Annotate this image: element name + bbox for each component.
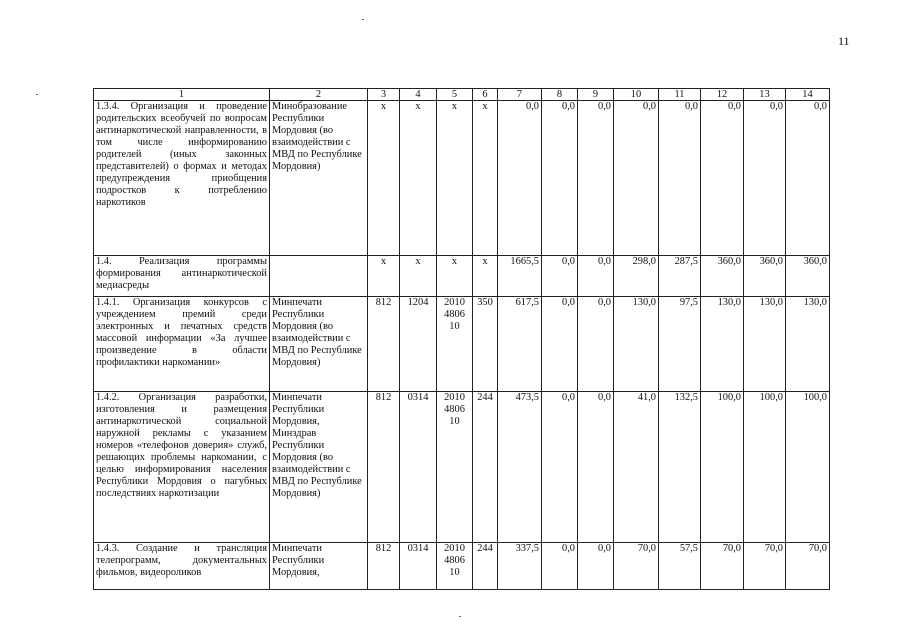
table-header-row bbox=[94, 89, 830, 101]
scan-speck bbox=[459, 616, 461, 617]
cell-c4: 0314 bbox=[400, 543, 437, 590]
cell-c4: 0314 bbox=[400, 392, 437, 543]
cell-c10: 130,0 bbox=[614, 297, 659, 392]
cell-c5: 2010 4806 10 bbox=[437, 297, 473, 392]
executor bbox=[270, 256, 368, 297]
cell-c11: 57,5 bbox=[659, 543, 701, 590]
cell-c14: 130,0 bbox=[786, 297, 830, 392]
table-row bbox=[94, 297, 830, 392]
column-header: 13 bbox=[744, 89, 786, 101]
cell-c5: 2010 4806 10 bbox=[437, 392, 473, 543]
measure-name: 1.4. Реализация программы формирования антинаркотической медиасреды bbox=[94, 256, 270, 297]
cell-c8: 0,0 bbox=[542, 543, 578, 590]
cell-c5: 2010 4806 10 bbox=[437, 543, 473, 590]
cell-c3: 812 bbox=[368, 297, 400, 392]
cell-c10: 298,0 bbox=[614, 256, 659, 297]
cell-c14: 70,0 bbox=[786, 543, 830, 590]
cell-c11: 287,5 bbox=[659, 256, 701, 297]
cell-c3: 812 bbox=[368, 543, 400, 590]
cell-c6: x bbox=[473, 101, 498, 256]
cell-c12: 0,0 bbox=[701, 101, 744, 256]
cell-c13: 130,0 bbox=[744, 297, 786, 392]
cell-c4: 1204 bbox=[400, 297, 437, 392]
cell-c13: 100,0 bbox=[744, 392, 786, 543]
cell-c11: 132,5 bbox=[659, 392, 701, 543]
column-header: 10 bbox=[614, 89, 659, 101]
column-header: 14 bbox=[786, 89, 830, 101]
scan-speck bbox=[36, 94, 38, 95]
measure-name: 1.4.1. Организация конкурсов с учреждением премий среди электронных и печатных средств массовой информации «За лучшее произведение в области профилактики наркомании» bbox=[94, 297, 270, 392]
measure-name: 1.4.2. Организация разработки, изготовления и размещения антинаркотической социальной наружной рекламы с указанием номеров «телефонов доверия» служб, решающих проблемы наркомании, с целью информирования населения Республики Мордовия о пагубных последствиях наркотизации bbox=[94, 392, 270, 543]
measure-name bbox=[94, 543, 270, 590]
cell-c9: 0,0 bbox=[578, 543, 614, 590]
cell-c5: x bbox=[437, 256, 473, 297]
cell-c9: 0,0 bbox=[578, 101, 614, 256]
table-row bbox=[94, 543, 830, 590]
cell-c6: 244 bbox=[473, 392, 498, 543]
table-row bbox=[94, 101, 830, 256]
table-row bbox=[94, 256, 830, 297]
cell-c3: x bbox=[368, 101, 400, 256]
cell-c8: 0,0 bbox=[542, 256, 578, 297]
cell-c8: 0,0 bbox=[542, 101, 578, 256]
cell-c8: 0,0 bbox=[542, 297, 578, 392]
cell-c9: 0,0 bbox=[578, 256, 614, 297]
column-header: 12 bbox=[701, 89, 744, 101]
cell-c3: x bbox=[368, 256, 400, 297]
measure-name: 1.3.4. Организация и проведение родительских всеобучей по вопросам антинаркотической направленности, в том числе информированию родителей (иных законных представителей) о формах и методах предупреждения приобщения подростков к потреблению наркотиков bbox=[94, 101, 270, 256]
cell-c13: 360,0 bbox=[744, 256, 786, 297]
column-header: 6 bbox=[473, 89, 498, 101]
cell-c11: 0,0 bbox=[659, 101, 701, 256]
budget-table bbox=[93, 88, 830, 590]
column-header: 3 bbox=[368, 89, 400, 101]
cell-c3: 812 bbox=[368, 392, 400, 543]
cell-c6: x bbox=[473, 256, 498, 297]
executor bbox=[270, 543, 368, 590]
column-header: 7 bbox=[498, 89, 542, 101]
table-row bbox=[94, 392, 830, 543]
executor: Минпечати Республики Мордовия, Минздрав Республики Мордовия (во взаимодействии с МВД по Республике Мордовия) bbox=[270, 392, 368, 543]
cell-c10: 41,0 bbox=[614, 392, 659, 543]
cell-c12: 100,0 bbox=[701, 392, 744, 543]
cell-c5: x bbox=[437, 101, 473, 256]
executor: Минобразование Республики Мордовия (во взаимодействии с МВД по Республике Мордовия) bbox=[270, 101, 368, 256]
column-header: 8 bbox=[542, 89, 578, 101]
column-header: 11 bbox=[659, 89, 701, 101]
executor: Минпечати Республики Мордовия (во взаимодействии с МВД по Республике Мордовия) bbox=[270, 297, 368, 392]
cell-c7: 337,5 bbox=[498, 543, 542, 590]
cell-c14: 0,0 bbox=[786, 101, 830, 256]
cell-c12: 70,0 bbox=[701, 543, 744, 590]
cell-c13: 0,0 bbox=[744, 101, 786, 256]
scan-speck bbox=[362, 19, 364, 20]
measure-name-text: 1.4.3. Создание и трансляция телепрограмм, документальных фильмов, видеороликов bbox=[96, 543, 267, 578]
cell-c12: 360,0 bbox=[701, 256, 744, 297]
cell-c10: 70,0 bbox=[614, 543, 659, 590]
cell-c7: 473,5 bbox=[498, 392, 542, 543]
cell-c14: 360,0 bbox=[786, 256, 830, 297]
executor-text: Минпечати Республики Мордовия, bbox=[272, 543, 325, 578]
column-header: 2 bbox=[270, 89, 368, 101]
column-header: 4 bbox=[400, 89, 437, 101]
column-header: 1 bbox=[94, 89, 270, 101]
page-number: 11 bbox=[838, 34, 850, 48]
cell-c6: 350 bbox=[473, 297, 498, 392]
cell-c6: 244 bbox=[473, 543, 498, 590]
column-header: 9 bbox=[578, 89, 614, 101]
cell-c8: 0,0 bbox=[542, 392, 578, 543]
cell-c9: 0,0 bbox=[578, 392, 614, 543]
cell-c4: x bbox=[400, 256, 437, 297]
cell-c12: 130,0 bbox=[701, 297, 744, 392]
cell-c11: 97,5 bbox=[659, 297, 701, 392]
cell-c4: x bbox=[400, 101, 437, 256]
cell-c14: 100,0 bbox=[786, 392, 830, 543]
cell-c7: 1665,5 bbox=[498, 256, 542, 297]
cell-c13: 70,0 bbox=[744, 543, 786, 590]
column-header: 5 bbox=[437, 89, 473, 101]
cell-c7: 617,5 bbox=[498, 297, 542, 392]
cell-c9: 0,0 bbox=[578, 297, 614, 392]
cell-c7: 0,0 bbox=[498, 101, 542, 256]
cell-c10: 0,0 bbox=[614, 101, 659, 256]
